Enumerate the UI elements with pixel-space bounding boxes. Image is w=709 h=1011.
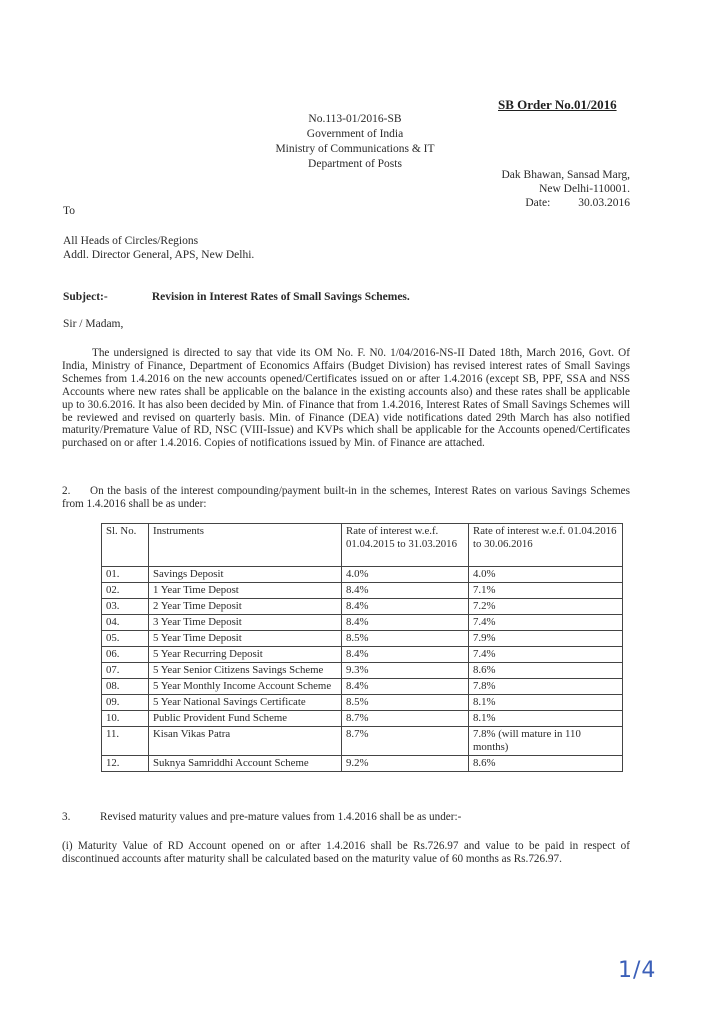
table-row <box>102 583 623 599</box>
recipient-line-2: Addl. Director General, APS, New Delhi. <box>63 249 255 261</box>
header-sl-no: Sl. No. <box>102 524 149 567</box>
address-line-1: Dak Bhawan, Sansad Marg, <box>501 169 630 181</box>
cell-old-rate: 9.3% <box>342 663 469 679</box>
cell-new-rate: 8.1% <box>469 695 623 711</box>
cell-instrument: 1 Year Time Depost <box>149 583 342 599</box>
table-row <box>102 567 623 583</box>
cell-instrument: 3 Year Time Deposit <box>149 615 342 631</box>
cell-sl-no: 11. <box>102 727 149 756</box>
cell-instrument: Public Provident Fund Scheme <box>149 711 342 727</box>
cell-sl-no: 01. <box>102 567 149 583</box>
header-old-rate: Rate of interest w.e.f. 01.04.2015 to 31.03.2016 <box>342 524 469 567</box>
cell-sl-no: 05. <box>102 631 149 647</box>
cell-old-rate: 8.4% <box>342 647 469 663</box>
cell-new-rate: 7.8% (will mature in 110 months) <box>469 727 623 756</box>
cell-instrument: 5 Year Time Deposit <box>149 631 342 647</box>
cell-old-rate: 8.4% <box>342 583 469 599</box>
subject-text: Revision in Interest Rates of Small Savings Schemes. <box>151 291 410 303</box>
cell-sl-no: 06. <box>102 647 149 663</box>
table-header-row <box>102 524 623 567</box>
header-new-rate: Rate of interest w.e.f. 01.04.2016 to 30.06.2016 <box>469 524 623 567</box>
table-row <box>102 631 623 647</box>
cell-new-rate: 7.1% <box>469 583 623 599</box>
letterhead <box>250 112 460 172</box>
recipients <box>63 234 254 262</box>
cell-old-rate: 4.0% <box>342 567 469 583</box>
cell-new-rate: 8.1% <box>469 711 623 727</box>
cell-old-rate: 8.4% <box>342 599 469 615</box>
cell-instrument: 2 Year Time Deposit <box>149 599 342 615</box>
cell-old-rate: 8.7% <box>342 711 469 727</box>
cell-new-rate: 7.2% <box>469 599 623 615</box>
subject-label: Subject:- <box>63 291 108 303</box>
cell-new-rate: 7.9% <box>469 631 623 647</box>
table-row <box>102 615 623 631</box>
cell-sl-no: 03. <box>102 599 149 615</box>
file-number: No.113-01/2016-SB <box>308 113 402 125</box>
paragraph-1: The undersigned is directed to say that vide its OM No. F. N0. 1/04/2016-NS-II Dated 18th, March 2016, Govt. Of India, Ministry of Finance, Department of Economics Affairs (Budget Division) has revised interest rates of Small Savings Schemes from 1.4.2016 on the new accounts opened/Certificates issued on or after 1.4.2016 (except SB, PPF, SSA and NSS Accounts where new rates shall be applicable on the balance in the existing accounts also) and these rates shall be applicable up to 30.6.2016. It has also been decided by Min. of Finance that from 1.4.2016, Interest Rates of Small Savings Schemes will be reviewed and revised on quarterly basis. Min. of Finance (DEA) vide notifications dated 29th March has also notified maturity/Premature Value of RD, NSC (VIII-Issue) and KVPs which shall be applicable for the Accounts opened/Certificates purchased on or after 1.4.2016. Copies of notifications issued by Min. of Finance are attached. <box>62 347 630 450</box>
cell-old-rate: 8.5% <box>342 631 469 647</box>
cell-instrument: Savings Deposit <box>149 567 342 583</box>
address-line-2: New Delhi-110001. <box>539 183 630 195</box>
date-row <box>470 196 630 210</box>
department-line: Department of Posts <box>308 158 402 170</box>
paragraph-2 <box>62 485 630 511</box>
paragraph-2-text: On the basis of the interest compounding/payment built-in in the schemes, Interest Rates on various Savings Schemes from 1.4.2016 shall be as under: <box>62 485 630 510</box>
table-row <box>102 711 623 727</box>
cell-sl-no: 09. <box>102 695 149 711</box>
header-instruments: Instruments <box>149 524 342 567</box>
salutation: Sir / Madam, <box>63 318 124 330</box>
table-row <box>102 756 623 772</box>
cell-sl-no: 04. <box>102 615 149 631</box>
government-line: Government of India <box>306 128 404 140</box>
date-label: Date: <box>525 197 551 209</box>
paragraph-2-number: 2. <box>62 485 71 497</box>
cell-new-rate: 8.6% <box>469 756 623 772</box>
date-value: 30.03.2016 <box>578 197 630 209</box>
recipient-line-1: All Heads of Circles/Regions <box>63 235 199 247</box>
sender-address <box>470 168 630 210</box>
cell-old-rate: 9.2% <box>342 756 469 772</box>
page-number-handwritten: 1/4 <box>618 958 657 983</box>
cell-instrument: 5 Year Senior Citizens Savings Scheme <box>149 663 342 679</box>
table-row <box>102 663 623 679</box>
cell-instrument: 5 Year Recurring Deposit <box>149 647 342 663</box>
cell-instrument: 5 Year National Savings Certificate <box>149 695 342 711</box>
cell-new-rate: 4.0% <box>469 567 623 583</box>
table-row <box>102 695 623 711</box>
table-body <box>102 567 623 772</box>
paragraph-3-text: Revised maturity values and pre-mature values from 1.4.2016 shall be as under:- <box>100 811 462 823</box>
cell-new-rate: 7.8% <box>469 679 623 695</box>
paragraph-3 <box>62 811 461 823</box>
cell-old-rate: 8.4% <box>342 615 469 631</box>
table-row <box>102 647 623 663</box>
cell-instrument: 5 Year Monthly Income Account Scheme <box>149 679 342 695</box>
cell-sl-no: 10. <box>102 711 149 727</box>
paragraph-3-number: 3. <box>62 811 71 823</box>
table-row <box>102 679 623 695</box>
cell-old-rate: 8.5% <box>342 695 469 711</box>
cell-sl-no: 02. <box>102 583 149 599</box>
ministry-line: Ministry of Communications & IT <box>275 143 435 155</box>
subject-line <box>63 291 410 303</box>
interest-rates-table <box>101 523 623 772</box>
cell-instrument: Kisan Vikas Patra <box>149 727 342 756</box>
cell-sl-no: 12. <box>102 756 149 772</box>
cell-old-rate: 8.4% <box>342 679 469 695</box>
order-number: SB Order No.01/2016 <box>498 97 617 112</box>
cell-new-rate: 7.4% <box>469 615 623 631</box>
to-label: To <box>63 205 75 217</box>
table-row <box>102 727 623 756</box>
table-row <box>102 599 623 615</box>
cell-new-rate: 8.6% <box>469 663 623 679</box>
cell-sl-no: 08. <box>102 679 149 695</box>
cell-instrument: Suknya Samriddhi Account Scheme <box>149 756 342 772</box>
paragraph-4: (i) Maturity Value of RD Account opened on or after 1.4.2016 shall be Rs.726.97 and value to be paid in respect of discontinued accounts after maturity shall be calculated based on the maturity value of 60 months as Rs.726.97. <box>62 840 630 865</box>
cell-new-rate: 7.4% <box>469 647 623 663</box>
cell-old-rate: 8.7% <box>342 727 469 756</box>
cell-sl-no: 07. <box>102 663 149 679</box>
